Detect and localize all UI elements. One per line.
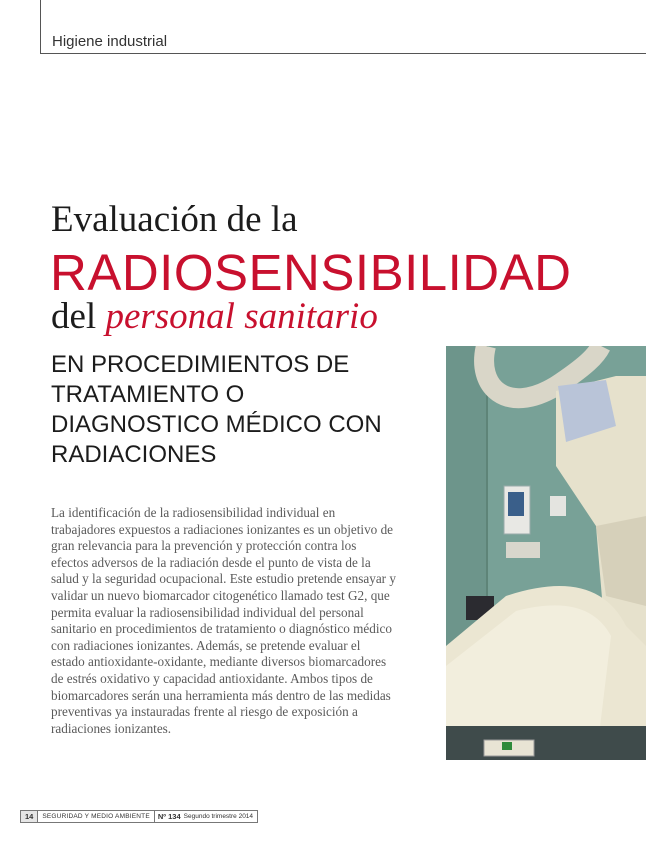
title-line-1: Evaluación de la — [51, 199, 298, 240]
subtitle-line: TRATAMIENTO O — [51, 381, 245, 408]
medical-equipment-photo — [446, 346, 646, 760]
subtitle — [51, 350, 431, 470]
title-line-3 — [51, 295, 378, 338]
issue-number: Nº 134 — [157, 812, 181, 821]
header-vertical-rule — [40, 0, 41, 54]
title-line-3-prefix: del — [51, 296, 97, 337]
page-number: 14 — [21, 811, 38, 822]
section-label: Higiene industrial — [52, 33, 168, 50]
title-line-2: RADIOSENSIBILIDAD — [50, 244, 572, 301]
abstract-text: La identificación de la radiosensibilidad individual en trabajadores expuestos a radiaciones ionizantes es un objetivo de gran relevancia para la prevención y protección contra los efectos adversos de la radiación desde el punto de vista de la salud y la seguridad ocupacional. Este estudio pretende ensayar y validar un nuevo biomarcador citogenético llamado test G2, que permita evaluar la radiosensibilidad individual del personal sanitario en procedimientos de tratamiento o diagnóstico médico con radiaciones ionizantes. Además, se pretende evaluar el estado antioxidante-oxidante, mediante diversos biomarcadores de estrés oxidativo y capacidad antioxidante. Ambos tipos de biomarcadores serán una herramienta más dentro de las medidas preventivas ya instauradas frente al riesgo de exposición a radiaciones ionizantes. — [51, 505, 396, 736]
footer — [20, 810, 258, 823]
magazine-name: SEGURIDAD Y MEDIO AMBIENTE — [38, 811, 155, 822]
issue-period: Segundo trimestre 2014 — [183, 813, 254, 820]
subtitle-line: DIAGNOSTICO MÉDICO CON — [51, 411, 382, 438]
subtitle-line: RADIACIONES — [51, 441, 217, 468]
title-line-3-accent: personal sanitario — [105, 296, 378, 337]
header-horizontal-rule — [40, 53, 646, 54]
medical-c-arm-photo — [446, 346, 646, 760]
subtitle-line: EN PROCEDIMIENTOS DE — [51, 351, 350, 378]
